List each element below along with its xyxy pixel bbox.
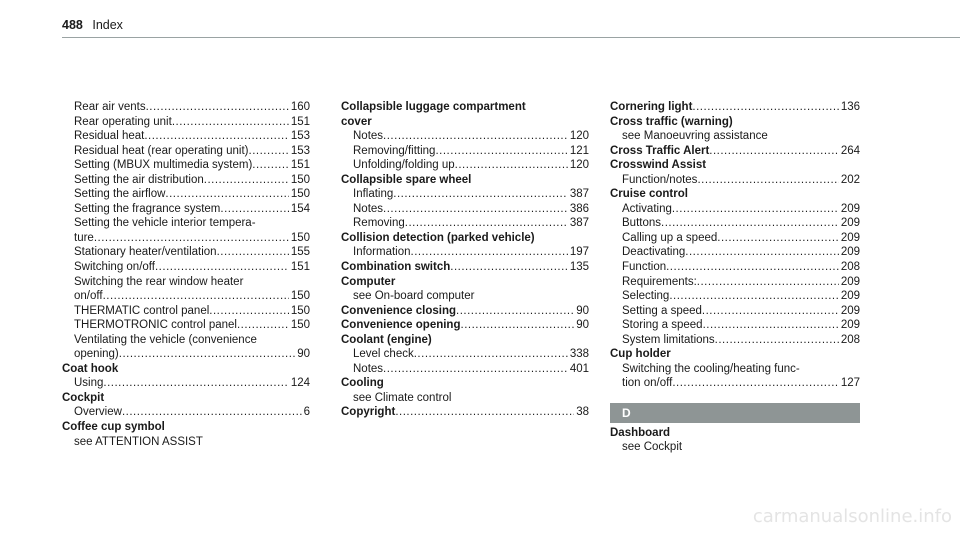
- index-heading-entry[interactable]: [610, 100, 860, 115]
- watermark: carmanualsonline.info: [752, 506, 952, 527]
- index-subentry[interactable]: [62, 158, 310, 173]
- entry-label: Using: [74, 377, 104, 390]
- dot-leader: [395, 405, 574, 420]
- index-column-2: [341, 100, 589, 420]
- index-subentry[interactable]: [610, 318, 860, 333]
- entry-label: Copyright: [341, 406, 396, 419]
- page-reference[interactable]: 135: [569, 261, 589, 274]
- page-reference[interactable]: 386: [569, 202, 589, 215]
- index-heading: Coffee cup symbol: [62, 421, 165, 434]
- page-reference[interactable]: 150: [290, 173, 310, 186]
- dot-leader: [666, 260, 839, 275]
- index-heading-entry[interactable]: [341, 260, 589, 275]
- dot-leader: [249, 144, 289, 159]
- dot-leader: [209, 304, 289, 319]
- index-subentry[interactable]: [62, 187, 310, 202]
- index-subentry-text: see On-board computer: [353, 290, 475, 303]
- entry-label: Stationary heater/ventilation: [74, 246, 217, 259]
- index-subentry-text: see Climate control: [353, 391, 452, 404]
- entry-label: Residual heat (rear operating unit): [74, 144, 249, 157]
- index-subentry[interactable]: [62, 376, 310, 391]
- index-subentry-text: see Manoeuvring assistance: [622, 130, 768, 143]
- index-subentry[interactable]: [62, 347, 310, 362]
- entry-label: on/off: [74, 290, 103, 303]
- dot-leader: [220, 202, 288, 217]
- dot-leader: [237, 318, 289, 333]
- index-heading: Collision detection (parked vehicle): [341, 231, 535, 244]
- dot-leader: [697, 173, 838, 188]
- page-reference[interactable]: 151: [290, 261, 310, 274]
- page-reference[interactable]: 154: [290, 202, 310, 215]
- index-subentry[interactable]: [62, 318, 310, 333]
- page-reference[interactable]: 338: [569, 348, 589, 361]
- page-reference[interactable]: 151: [290, 115, 310, 128]
- entry-label: Rear air vents: [74, 101, 146, 113]
- page-reference[interactable]: 153: [290, 144, 310, 157]
- index-subentry[interactable]: [610, 216, 860, 231]
- entry-label: Setting (MBUX multimedia system): [74, 159, 253, 172]
- index-subentry[interactable]: [341, 216, 589, 231]
- dot-leader: [217, 245, 289, 260]
- dot-leader: [393, 187, 568, 202]
- index-subentry[interactable]: [341, 347, 589, 362]
- index-heading: Cruise control: [610, 188, 688, 201]
- index-heading: Computer: [341, 275, 396, 288]
- dot-leader: [172, 115, 289, 130]
- entry-label: Residual heat: [74, 130, 145, 143]
- page-reference[interactable]: 208: [840, 261, 860, 274]
- dot-leader: [717, 231, 839, 246]
- dot-leader: [414, 347, 568, 362]
- dot-leader: [122, 405, 302, 420]
- entry-label: Inflating: [353, 188, 394, 201]
- dot-leader: [685, 245, 839, 260]
- index-subentry[interactable]: [62, 231, 310, 246]
- index-heading: Cooling: [341, 377, 384, 390]
- page-reference[interactable]: 209: [840, 202, 860, 215]
- dot-leader: [455, 158, 568, 173]
- index-subentry[interactable]: [62, 173, 310, 188]
- entry-label: Unfolding/folding up: [353, 159, 455, 172]
- index-subentry[interactable]: [610, 173, 860, 188]
- page-reference[interactable]: 160: [290, 101, 310, 113]
- dot-leader: [103, 289, 289, 304]
- index-column-1: [62, 100, 310, 449]
- page-reference[interactable]: 151: [290, 159, 310, 172]
- index-subentry[interactable]: [62, 245, 310, 260]
- page-reference[interactable]: 127: [840, 377, 860, 390]
- dot-leader: [661, 216, 839, 231]
- header-rule: [62, 37, 960, 38]
- page-reference[interactable]: 136: [840, 101, 860, 113]
- dot-leader: [702, 304, 839, 319]
- index-subentry[interactable]: [62, 115, 310, 130]
- dot-leader: [703, 318, 839, 333]
- index-subentry[interactable]: [610, 275, 860, 290]
- index-subentry[interactable]: [610, 333, 860, 348]
- index-subentry[interactable]: [610, 231, 860, 246]
- dot-leader: [672, 202, 839, 217]
- index-heading: Cross traffic (warning): [610, 115, 733, 128]
- entry-label: Overview: [74, 406, 122, 419]
- page-reference[interactable]: 209: [840, 304, 860, 317]
- page-reference[interactable]: 197: [569, 246, 589, 259]
- dot-leader: [383, 202, 568, 217]
- index-subentry-text: see Cockpit: [622, 441, 683, 454]
- index-heading: Crosswind Assist: [610, 159, 707, 172]
- page-reference[interactable]: 90: [576, 319, 589, 332]
- entry-label: opening): [74, 348, 119, 361]
- dot-leader: [144, 129, 288, 144]
- entry-label: Activating: [622, 202, 672, 215]
- entry-label: Setting the airflow: [74, 188, 166, 201]
- index-subentry[interactable]: [341, 129, 589, 144]
- index-heading-entry[interactable]: [610, 144, 860, 159]
- index-subentry[interactable]: [341, 362, 589, 377]
- page-reference[interactable]: 264: [840, 144, 860, 157]
- index-column-3: [610, 100, 860, 455]
- index-subentry[interactable]: [341, 187, 589, 202]
- page-reference[interactable]: 155: [290, 246, 310, 259]
- page-reference[interactable]: 38: [576, 406, 589, 419]
- dot-leader: [383, 129, 568, 144]
- dot-leader: [461, 318, 575, 333]
- index-subentry[interactable]: [610, 376, 860, 391]
- entry-label: Removing: [353, 217, 405, 230]
- dot-leader: [204, 173, 289, 188]
- index-subentry[interactable]: [610, 245, 860, 260]
- dot-leader: [252, 158, 289, 173]
- page-reference[interactable]: 90: [297, 348, 310, 361]
- page-title: Index: [92, 18, 123, 32]
- entry-label: Cross Traffic Alert: [610, 144, 710, 157]
- dot-leader: [411, 245, 568, 260]
- page-reference[interactable]: 90: [576, 304, 589, 317]
- entry-label: Removing/fitting: [353, 144, 436, 157]
- entry-label: Storing a speed: [622, 319, 703, 332]
- dot-leader: [450, 260, 568, 275]
- entry-label: Function: [622, 261, 667, 274]
- dot-leader: [692, 100, 838, 115]
- index-subentry[interactable]: [341, 245, 589, 260]
- index-heading: Cup holder: [610, 348, 671, 361]
- index-subentry-text: Switching the rear window heater: [74, 275, 244, 288]
- page-reference[interactable]: 150: [290, 231, 310, 244]
- section-letter: D: [610, 403, 860, 423]
- index-heading-entry[interactable]: [341, 405, 589, 420]
- entry-label: System limitations: [622, 333, 715, 346]
- entry-label: Buttons: [622, 217, 661, 230]
- index-subentry[interactable]: [62, 202, 310, 217]
- entry-label: Cornering light: [610, 101, 693, 113]
- index-subentry[interactable]: [610, 202, 860, 217]
- entry-label: Combination switch: [341, 261, 451, 274]
- dot-leader: [456, 304, 574, 319]
- entry-label: Setting the air distribution: [74, 173, 204, 186]
- entry-label: THERMOTRONIC control panel: [74, 319, 237, 332]
- dot-leader: [165, 187, 288, 202]
- entry-label: ture: [74, 231, 94, 244]
- page-reference[interactable]: 6: [303, 406, 310, 419]
- index-subentry[interactable]: [610, 289, 860, 304]
- entry-label: Notes: [353, 202, 384, 215]
- entry-label: Calling up a speed: [622, 231, 718, 244]
- entry-label: Convenience opening: [341, 319, 461, 332]
- index-subentry[interactable]: [62, 260, 310, 275]
- dot-leader: [697, 275, 839, 290]
- page-reference[interactable]: 209: [840, 246, 860, 259]
- page-reference[interactable]: 209: [840, 319, 860, 332]
- index-subentry-text: Setting the vehicle interior tempera-: [74, 217, 256, 230]
- entry-label: Notes: [353, 130, 384, 143]
- index-subentry[interactable]: [341, 144, 589, 159]
- dot-leader: [672, 376, 839, 391]
- index-subentry[interactable]: [610, 304, 860, 319]
- index-subentry[interactable]: [610, 260, 860, 275]
- index-subentry[interactable]: [341, 158, 589, 173]
- page-reference[interactable]: 209: [840, 231, 860, 244]
- page-number: 488: [62, 18, 83, 32]
- page-reference[interactable]: 208: [840, 333, 860, 346]
- entry-label: tion on/off: [622, 377, 673, 390]
- index-subentry[interactable]: [62, 304, 310, 319]
- page-reference[interactable]: 209: [840, 290, 860, 303]
- entry-label: THERMATIC control panel: [74, 304, 210, 317]
- page-reference[interactable]: 209: [840, 217, 860, 230]
- entry-label: Deactivating: [622, 246, 686, 259]
- index-subentry[interactable]: [341, 202, 589, 217]
- page-reference[interactable]: 150: [290, 188, 310, 201]
- page-reference[interactable]: 150: [290, 290, 310, 303]
- index-heading: Coat hook: [62, 362, 119, 375]
- page-reference[interactable]: 150: [290, 319, 310, 332]
- page-reference[interactable]: 150: [290, 304, 310, 317]
- page-header: [62, 18, 123, 32]
- index-heading-entry[interactable]: [341, 318, 589, 333]
- index-heading: Dashboard: [610, 426, 671, 439]
- dot-leader: [435, 144, 567, 159]
- page-reference[interactable]: 209: [840, 275, 860, 288]
- dot-leader: [94, 231, 289, 246]
- index-heading-entry[interactable]: [341, 304, 589, 319]
- dot-leader: [383, 362, 568, 377]
- index-subentry-text: Ventilating the vehicle (convenience: [74, 333, 257, 346]
- index-subentry[interactable]: [62, 100, 310, 115]
- index-subentry-text: see ATTENTION ASSIST: [74, 435, 203, 448]
- dot-leader: [146, 100, 289, 115]
- page-reference[interactable]: 387: [569, 188, 589, 201]
- page-reference[interactable]: 401: [569, 362, 589, 375]
- dot-leader: [405, 216, 568, 231]
- dot-leader: [155, 260, 289, 275]
- index-subentry[interactable]: [62, 289, 310, 304]
- dot-leader: [715, 333, 839, 348]
- entry-label: Level check: [353, 348, 414, 361]
- page-reference[interactable]: 120: [569, 130, 589, 143]
- page-reference[interactable]: 121: [569, 144, 589, 157]
- index-heading: Collapsible spare wheel: [341, 173, 472, 186]
- page-reference[interactable]: 387: [569, 217, 589, 230]
- entry-label: Selecting: [622, 290, 670, 303]
- index-subentry[interactable]: [62, 405, 310, 420]
- page-reference[interactable]: 124: [290, 377, 310, 390]
- index-heading: Coolant (engine): [341, 333, 432, 346]
- index-subentry[interactable]: [62, 129, 310, 144]
- entry-label: Notes: [353, 362, 384, 375]
- entry-label: Function/notes: [622, 173, 698, 186]
- entry-label: Information: [353, 246, 411, 259]
- index-heading: Cockpit: [62, 391, 105, 404]
- entry-label: Requirements:: [622, 275, 697, 288]
- entry-label: Convenience closing: [341, 304, 457, 317]
- page-reference[interactable]: 120: [569, 159, 589, 172]
- index-heading: cover: [341, 115, 372, 128]
- dot-leader: [709, 144, 839, 159]
- entry-label: Setting the fragrance system: [74, 202, 221, 215]
- index-subentry[interactable]: [62, 144, 310, 159]
- page-reference[interactable]: 153: [290, 130, 310, 143]
- dot-leader: [669, 289, 839, 304]
- page-reference[interactable]: 202: [840, 173, 860, 186]
- dot-leader: [103, 376, 288, 391]
- dot-leader: [119, 347, 295, 362]
- entry-label: Rear operating unit: [74, 115, 172, 128]
- index-heading: Collapsible luggage compartment: [341, 101, 526, 113]
- entry-label: Switching on/off: [74, 261, 155, 274]
- entry-label: Setting a speed: [622, 304, 702, 317]
- index-subentry-text: Switching the cooling/heating func-: [622, 362, 800, 375]
